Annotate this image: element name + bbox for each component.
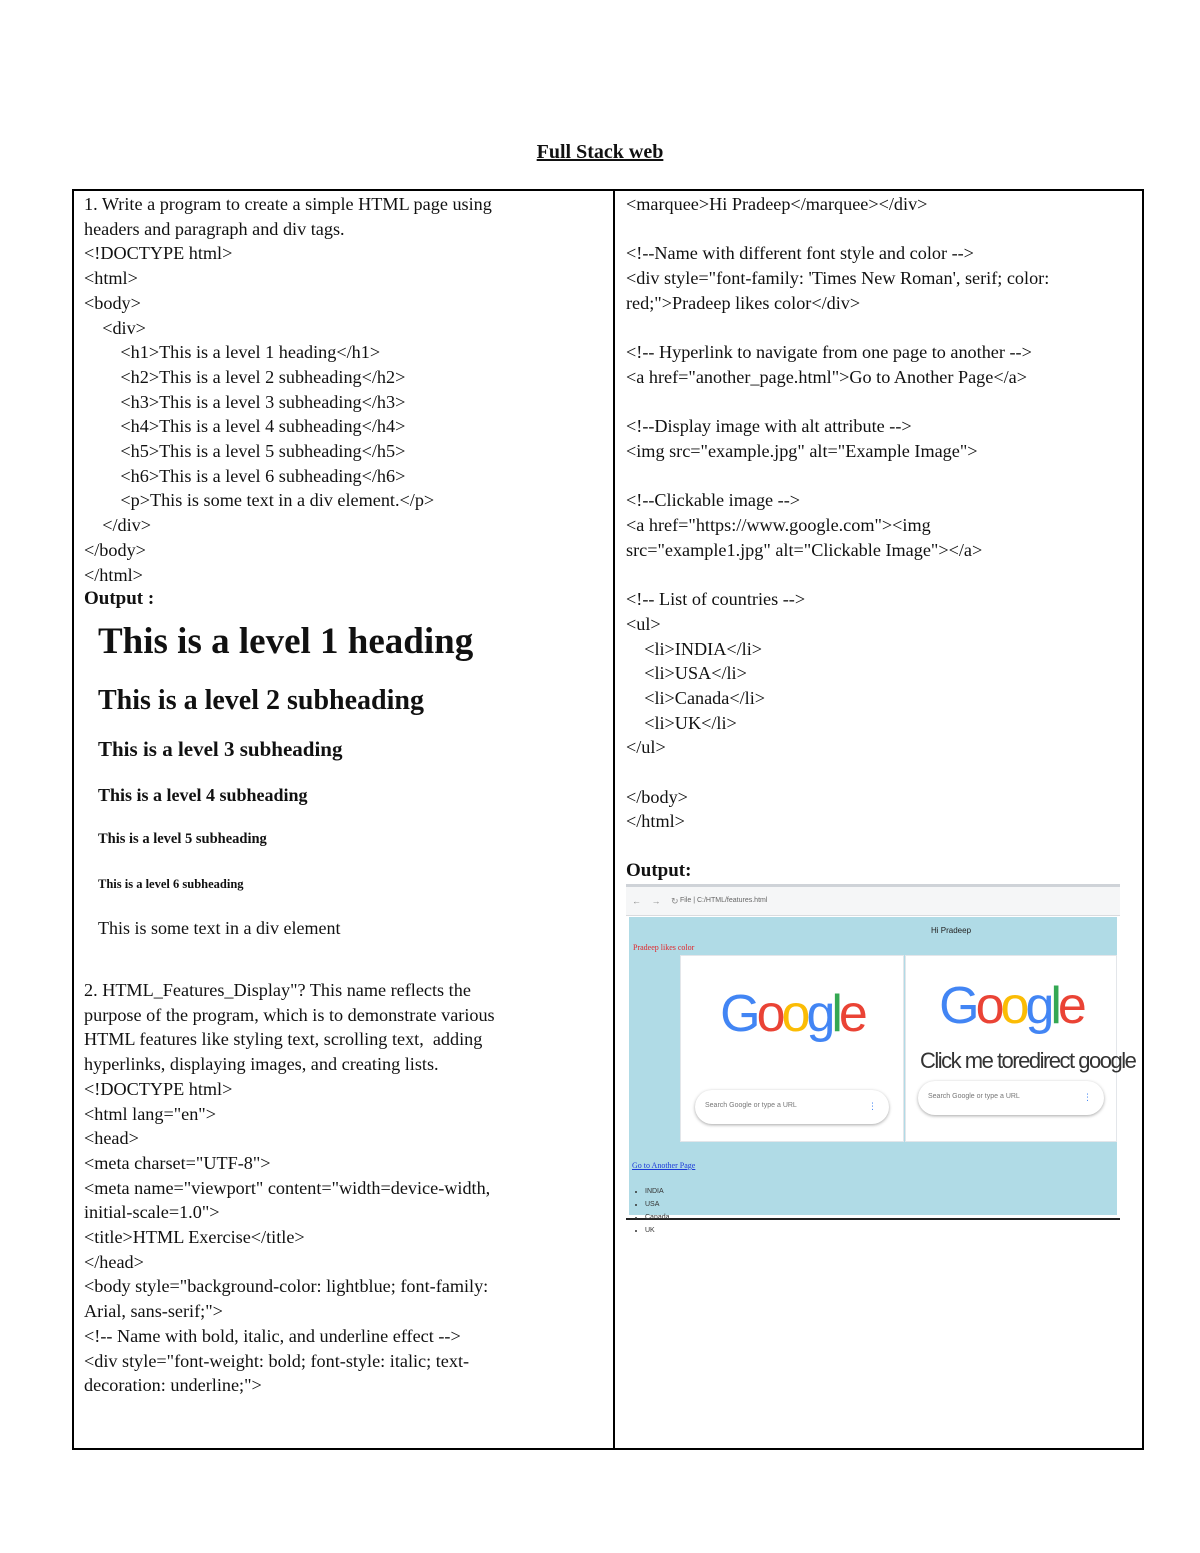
output-h1: This is a level 1 heading — [98, 621, 474, 662]
code-line: <h4>This is a level 4 subheading</h4> — [84, 416, 406, 437]
code-line: <body> — [84, 292, 141, 313]
code-line: </ul> — [626, 737, 666, 758]
code-line: purpose of the program, which is to demonstrate various — [84, 1004, 495, 1025]
browser-toolbar — [626, 887, 1120, 916]
code-line: red;">Pradeep likes color</div> — [626, 292, 861, 313]
output-h4: This is a level 4 subheading — [98, 785, 308, 805]
code-line: </html> — [626, 811, 685, 832]
code-line: <h2>This is a level 2 subheading</h2> — [84, 366, 406, 387]
code-line: <div style="font-family: 'Times New Roman', serif; color: — [626, 268, 1050, 289]
code-line: <img src="example.jpg" alt="Example Image"> — [626, 440, 978, 461]
example-image — [680, 955, 904, 1142]
code-line: <div> — [84, 317, 146, 338]
search-box: Search Google or type a URL ⋮ — [695, 1090, 889, 1124]
clickable-image — [905, 955, 1136, 1142]
code-line: initial-scale=1.0"> — [84, 1202, 220, 1223]
code-line — [626, 390, 1138, 415]
code-line: <body style="background-color: lightblue; font-family: — [84, 1276, 489, 1297]
code-line: <title>HTML Exercise</title> — [84, 1227, 305, 1248]
code-line: <h1>This is a level 1 heading</h1> — [84, 342, 381, 363]
output-paragraph: This is some text in a div element — [98, 918, 341, 938]
list-item: • UK — [645, 1224, 670, 1237]
code-line: <head> — [84, 1128, 139, 1149]
code-line: <li>INDIA</li> — [626, 638, 762, 659]
code-line: <!DOCTYPE html> — [84, 1078, 233, 1099]
code-line: <li>USA</li> — [626, 663, 747, 684]
browser-page — [629, 917, 1136, 1234]
list-item: • INDIA — [645, 1185, 670, 1198]
program-2-code — [84, 978, 609, 1398]
heading-output — [98, 618, 608, 963]
output-h6: This is a level 6 subheading — [98, 877, 244, 891]
marquee-text: Hi Pradeep — [931, 926, 972, 935]
code-line: <div style="font-weight: bold; font-style: italic; text- — [84, 1350, 470, 1371]
code-line: <!-- Hyperlink to navigate from one page to another --> — [626, 342, 1032, 363]
code-line: <li>UK</li> — [626, 712, 737, 733]
code-line: 2. HTML_Features_Display"? This name reflects the — [84, 980, 471, 1000]
code-line: <a href="https://www.google.com"><img — [626, 515, 931, 536]
code-line: <p>This is some text in a div element.</p> — [84, 490, 435, 511]
output-h3: This is a level 3 subheading — [98, 737, 343, 761]
browser-screenshot — [626, 884, 1136, 1234]
code-line: headers and paragraph and div tags. — [84, 218, 345, 239]
code-line: HTML features like styling text, scrolling text, adding — [84, 1029, 483, 1050]
code-line — [626, 217, 1138, 242]
code-line — [626, 562, 1138, 587]
column-divider — [613, 189, 615, 1450]
click-me-caption: Click me toredirect google — [920, 1048, 1136, 1073]
code-line — [626, 464, 1138, 489]
code-line: <a href="another_page.html">Go to Another Page</a> — [626, 366, 1027, 387]
code-line: <html lang="en"> — [84, 1103, 216, 1124]
code-line: <h5>This is a level 5 subheading</h5> — [84, 441, 406, 462]
code-line: </head> — [84, 1251, 144, 1272]
code-line: </body> — [84, 539, 146, 560]
document-title: Full Stack web — [536, 141, 664, 163]
list-item: • USA — [645, 1198, 670, 1211]
list-item: • Canada — [645, 1211, 670, 1224]
code-line: <!--Display image with alt attribute --> — [626, 416, 912, 437]
mic-icon: ⋮ — [868, 1101, 877, 1111]
code-line: src="example1.jpg" alt="Clickable Image"></a> — [626, 539, 983, 560]
code-line — [626, 834, 1138, 859]
code-line: <marquee>Hi Pradeep</marquee></div> — [626, 194, 928, 214]
code-line: <!-- List of countries --> — [626, 589, 806, 610]
nav-arrows-icon: ← → ↻ — [632, 896, 683, 906]
code-line: <h3>This is a level 3 subheading</h3> — [84, 391, 406, 412]
output-h2: This is a level 2 subheading — [98, 685, 424, 716]
code-line: <meta charset="UTF-8"> — [84, 1152, 271, 1173]
country-list — [635, 1185, 670, 1237]
code-line: <!DOCTYPE html> — [84, 243, 233, 264]
code-line: </div> — [84, 515, 151, 536]
code-line: hyperlinks, displaying images, and creating lists. — [84, 1054, 439, 1075]
output-label: Output : — [84, 588, 155, 610]
code-line: <!-- Name with bold, italic, and underline effect --> — [84, 1325, 461, 1346]
code-line: <h6>This is a level 6 subheading</h6> — [84, 465, 406, 486]
google-logo: Google — [939, 977, 1083, 1035]
search-box: Search Google or type a URL ⋮ — [918, 1081, 1104, 1115]
code-line: Arial, sans-serif;"> — [84, 1301, 223, 1322]
red-styled-text: Pradeep likes color — [633, 943, 695, 952]
code-line: decoration: underline;"> — [84, 1375, 262, 1396]
code-line: <!--Clickable image --> — [626, 490, 801, 511]
right-column — [626, 192, 1138, 884]
code-line: </body> — [626, 786, 688, 807]
code-line: <!--Name with different font style and color --> — [626, 243, 974, 264]
code-line — [626, 760, 1138, 785]
output-label-2: Output: — [626, 859, 692, 881]
code-line: <li>Canada</li> — [626, 687, 766, 708]
code-line: <html> — [84, 268, 138, 289]
code-line — [626, 316, 1138, 341]
program-2-code-continued — [626, 192, 1138, 859]
code-line: 1. Write a program to create a simple HTML page using — [84, 194, 492, 214]
address-bar: File | C:/HTML/features.html — [680, 897, 768, 904]
mic-icon: ⋮ — [1083, 1092, 1092, 1102]
go-to-another-page-link: Go to Another Page — [632, 1161, 696, 1170]
code-line: <meta name="viewport" content="width=device-width, — [84, 1177, 491, 1198]
code-line: </html> — [84, 564, 143, 585]
left-column — [84, 192, 609, 612]
google-logo: Google — [720, 985, 864, 1043]
output-h5: This is a level 5 subheading — [98, 831, 267, 847]
program-1-code — [84, 192, 609, 587]
code-line: <ul> — [626, 613, 661, 634]
